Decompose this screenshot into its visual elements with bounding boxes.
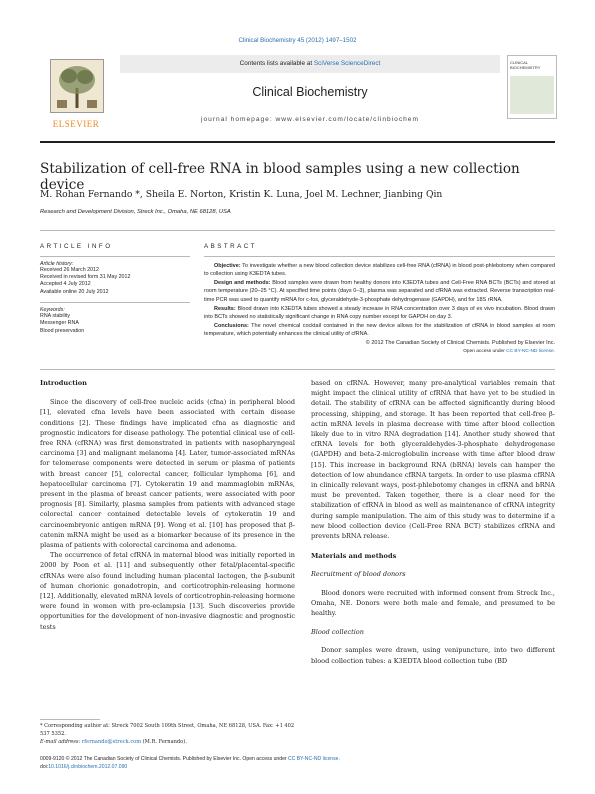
header-divider xyxy=(40,141,555,143)
history-online: Available online 20 July 2012 xyxy=(40,288,109,295)
abstract-design xyxy=(204,279,555,305)
elsevier-tree-icon xyxy=(50,59,104,113)
abstract-divider xyxy=(204,256,555,257)
corresponding-author-note: * Corresponding author at: Streck 7002 South 109th Street, Omaha, NE 68128, USA. Fax: +1 402 537 5352. xyxy=(40,723,295,737)
email-link[interactable]: rfernando@streck.com xyxy=(81,738,142,745)
title-divider xyxy=(40,230,555,231)
doi-line xyxy=(40,763,555,771)
intro-paragraph-3: based on cfRNA. However, many pre-analytical variables remain that might impact the clinical utility of cfRNA that have yet to be studied in detail. The stability of cfRNA can be affected significantly during blood processing, shipping, and storage. It has been reported that cell-free β-actin mRNA levels in plasma decrease with time after blood collection likely due to in vitro RNA degradation [14]. Another study showed that cfRNA levels for both glyceraldehydes-3-phosphate dehydrogenase (GAPDH) and beta-2-microglobulin increase with time after blood draw [15]. This increase in background RNA (bRNA) levels can hamper the detection of low abundance cfRNA targets. In order to use plasma cfRNA in clinically relevant ways, post-phlebotomy changes in cfRNA and bRNA must be prevented. Taken together, there is a clear need for the stabilization of cfRNA in blood as well as maintenance of cfRNA integrity during sample manipulation. The aim of this study was to determine if a new blood collection device (Cell-Free RNA BCT) stabilizes cfRNA and prevents bRNA release. xyxy=(311,379,555,541)
footer-copyright xyxy=(40,755,555,763)
abstract-bottom-divider xyxy=(40,369,555,370)
open-access-note xyxy=(204,348,555,357)
journal-banner xyxy=(120,55,500,135)
footer-copyright-text: 0009-9120 © 2012 The Canadian Society of Clinical Chemists. Published by Elsevier Inc. Open access under xyxy=(40,756,289,762)
collection-paragraph: Donor samples were drawn, using venipuncture, into two different blood collection tubes: a K3EDTA blood collection tube (BD xyxy=(311,646,555,665)
history-accepted: Accepted 4 July 2012 xyxy=(40,281,91,288)
open-access-prefix: Open access under xyxy=(463,348,507,354)
abstract-copyright: © 2012 The Canadian Society of Clinical Chemists. Published by Elsevier Inc. xyxy=(365,339,555,346)
body-right-column xyxy=(311,378,555,666)
design-label: Design and methods: xyxy=(214,279,271,286)
objective-text: To investigate whether a new blood collection device stabilizes cell-free RNA (cfRNA) in blood post-phlebotomy when compared to collection using K3EDTA tubes. xyxy=(204,262,555,278)
journal-homepage-link[interactable]: journal homepage: www.elsevier.com/locate/clinbiochem xyxy=(201,116,419,123)
journal-cover-thumbnail[interactable] xyxy=(507,55,557,119)
cover-image xyxy=(510,76,554,114)
footer-license-link[interactable]: CC BY-NC-ND license. xyxy=(288,756,340,762)
methods-heading: Materials and methods xyxy=(311,552,397,561)
abstract-results xyxy=(204,305,555,322)
conclusions-label: Conclusions: xyxy=(214,322,249,329)
doi-link[interactable]: 10.1016/j.clinbiochem.2012.07.090 xyxy=(48,764,128,771)
contents-prefix: Contents lists available at xyxy=(239,60,314,67)
results-label: Results: xyxy=(214,305,236,312)
history-label: Article history: xyxy=(40,260,74,267)
history-revised: Received in revised form 31 May 2012 xyxy=(40,274,131,280)
keywords-divider xyxy=(40,302,190,303)
author-list: M. Rohan Fernando *, Sheila E. Norton, Kristin K. Luna, Joel M. Lechner, Jianbing Qin xyxy=(40,189,443,200)
keyword-item: Messenger RNA xyxy=(40,320,79,327)
cover-title: CLINICAL BIOCHEMISTRY xyxy=(510,60,541,70)
keyword-item: RNA stability xyxy=(40,312,71,319)
email-line xyxy=(40,739,295,747)
abstract-objective xyxy=(204,262,555,279)
affiliation: Research and Development Division, Streck Inc., Omaha, NE 68128, USA xyxy=(40,209,231,215)
article-info-divider xyxy=(40,256,190,257)
history-received: Received 26 March 2012 xyxy=(40,266,99,273)
email-suffix: (M.R. Fernando). xyxy=(141,738,187,745)
abstract-conclusions xyxy=(204,322,555,339)
intro-paragraph-2: The occurrence of fetal cfRNA in maternal blood was initially reported in 2000 by Poon et al. [11] and subsequently other fetal/placental-specific cfRNAs were also found including human placental lactogen, the β-subunit of human chorionic gonadotropin, and corticotrophin-releasing hormone [12]. Additionally, elevated mRNA levels of corticotrophin-releasing hormone were found in women with pre-eclampsia [13]. Such discoveries provide opportunities for the development of non-invasive diagnostic and prognostic tests xyxy=(40,551,295,631)
elsevier-logo[interactable] xyxy=(40,57,112,135)
conclusions-text: The novel chemical cocktail contained in the new device allows for the stabilization of cfRNA in blood samples at room temperature, which potentially enhances the clinical utility of cfRNA. xyxy=(204,322,555,338)
email-label: E-mail address: xyxy=(40,738,82,745)
elsevier-wordmark: ELSEVIER xyxy=(52,119,100,129)
page-footer xyxy=(40,755,555,771)
footnote xyxy=(40,723,295,746)
license-link[interactable]: CC BY-NC-ND license. xyxy=(506,348,555,354)
footnote-rule xyxy=(40,719,100,720)
abstract-section xyxy=(204,243,555,356)
journal-header xyxy=(40,55,555,140)
blood-collection-heading: Blood collection xyxy=(311,628,364,637)
objective-label: Objective: xyxy=(214,262,241,269)
results-text: Blood drawn into K3EDTA tubes showed a steady increase in RNA concentration over 3 days of ex vivo incubation. Blood drawn into BCTs showed no statistically significant change in RNA copy number except for GAPDH on day 3. xyxy=(204,305,555,321)
design-text: Blood samples were drawn from healthy donors into K3EDTA tubes and Cell-Free RNA BCTs (BCTs) and stored at room temperature (20–25 °C). At specified time points (days 0–3), plasma was separated and cfRNA was extracted. Reverse transcription real-time PCR was used to quantify mRNA for c-fos, glyceraldehyde-3-phosphate dehydrogenase (GAPDH), and for 18S rRNA. xyxy=(204,279,555,303)
intro-paragraph-1: Since the discovery of cell-free nucleic acids (cfna) in peripheral blood [1], elevated cfna levels have been associated with certain disease conditions [2]. These findings have implicated cfna as diagnostic and prognostic indicators for disease pathology. The potential clinical use of cell-free RNA (cfRNA) was first demonstrated in patients with nasopharyngeal carcinoma [3] and malignant melanoma [4]. Later, tumor-associated mRNAs for telomerase components were detected in serum or plasma of patients with breast cancer [5], colorectal cancer, follicular lymphoma [6], and hepatocellular carcinoma [7]. Cytokeratin 19 and mammaglobin mRNAs, present in the plasma of breast cancer patients, were associated with poor prognosis [8]. Similarly, plasma samples from patients with advanced stage colorectal cancer contained detectable levels of cytokeratin 19 and carcinoembryonic antigen mRNA [9]. Wong et al. [10] has proposed that β-catenin mRNA might be used as a biomarker because of its presence in the plasma of patients with colorectal carcinoma and adenoma. xyxy=(40,398,295,550)
body-left-column xyxy=(40,378,295,632)
introduction-heading: Introduction xyxy=(40,379,87,387)
journal-citation-link[interactable]: Clinical Biochemistry 45 (2012) 1497–1502 xyxy=(238,37,357,44)
keywords-label: Keywords: xyxy=(40,306,65,313)
article-info-section xyxy=(40,243,190,335)
keyword-item: Blood preservation xyxy=(40,327,85,334)
doi-label: doi: xyxy=(40,764,49,771)
abstract-heading: ABSTRACT xyxy=(204,243,258,250)
article-title: Stabilization of cell-free RNA in blood samples using a new collection device xyxy=(40,161,520,193)
recruitment-heading: Recruitment of blood donors xyxy=(311,570,406,579)
contents-bar xyxy=(120,55,500,73)
recruitment-paragraph: Blood donors were recruited with informed consent from Streck Inc., Omaha, NE. Donors were both male and female, and presumed to be healthy. xyxy=(311,588,555,618)
journal-name: Clinical Biochemistry xyxy=(252,85,368,99)
article-info-heading: ARTICLE INFO xyxy=(40,243,113,250)
sciencedirect-link[interactable]: SciVerse ScienceDirect xyxy=(313,60,381,67)
